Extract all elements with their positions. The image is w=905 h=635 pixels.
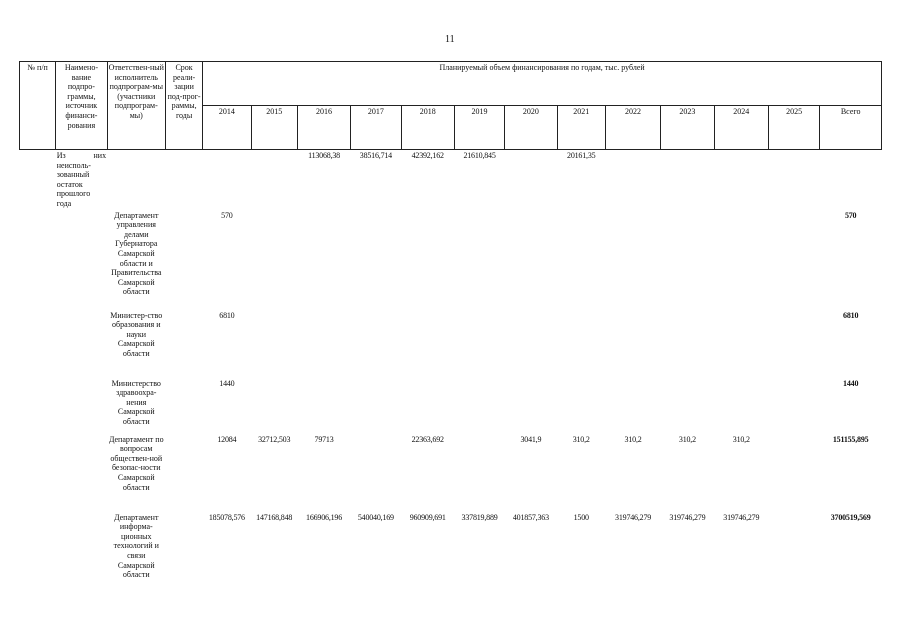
cell-term <box>165 150 202 210</box>
cell-value <box>661 310 714 378</box>
cell-value: 38516,714 <box>359 151 392 160</box>
header-year: 2021 <box>557 106 605 150</box>
cell-responsible: Департамент информа-ционных технологий и связи Самарской области <box>113 512 159 580</box>
header-year: 2023 <box>661 106 714 150</box>
cell-value: 3041,9 <box>520 434 542 444</box>
cell-name <box>56 210 107 310</box>
cell-term <box>165 512 202 588</box>
cell-total: 151155,895 <box>832 434 869 444</box>
cell-value <box>297 310 350 378</box>
header-year: 2014 <box>203 106 251 150</box>
cell-value <box>714 210 768 310</box>
cell-value <box>251 150 297 210</box>
cell-value: 32712,503 <box>258 434 291 444</box>
cell-num <box>20 378 56 434</box>
cell-value: 22363,692 <box>411 434 444 444</box>
cell-value <box>768 310 819 378</box>
cell-value <box>454 434 504 512</box>
header-total: Всего <box>820 106 882 150</box>
cell-value: 12084 <box>217 434 237 444</box>
cell-value <box>661 150 714 210</box>
cell-value: 20161,35 <box>567 151 596 160</box>
cell-name: Из них неисполь-зованный остаток прошлого года <box>56 151 107 208</box>
cell-total: 3700519,569 <box>830 512 871 522</box>
page-number: 11 <box>445 34 455 45</box>
cell-value: 113068,38 <box>308 151 340 160</box>
header-responsible: Ответствен-ный исполнитель подпрограм-мы (участники подпрограм-мы) <box>107 62 165 150</box>
cell-value <box>714 150 768 210</box>
header-year: 2025 <box>768 106 819 150</box>
cell-responsible: Министерство здравоохра-нения Самарской области <box>111 378 161 426</box>
cell-value <box>557 378 605 434</box>
cell-value: 6810 <box>219 310 235 320</box>
cell-value <box>605 150 660 210</box>
cell-value <box>768 150 819 210</box>
header-year: 2022 <box>605 106 660 150</box>
cell-value <box>297 378 350 434</box>
cell-responsible: Министер-ство образования и науки Самарской области <box>110 310 163 358</box>
table-row <box>20 150 882 210</box>
header-year: 2017 <box>351 106 401 150</box>
table-row <box>20 378 882 434</box>
header-year: 2016 <box>297 106 350 150</box>
table-row <box>20 512 882 588</box>
cell-value: 319746,279 <box>669 512 706 522</box>
cell-value <box>454 210 504 310</box>
cell-value <box>401 310 454 378</box>
cell-value: 79713 <box>314 434 334 444</box>
cell-value <box>351 310 401 378</box>
table-row <box>20 310 882 378</box>
cell-value: 1500 <box>573 512 589 522</box>
cell-term <box>165 310 202 378</box>
cell-num <box>20 310 56 378</box>
cell-value: 319746,279 <box>615 512 652 522</box>
cell-value <box>351 378 401 434</box>
cell-value <box>505 378 557 434</box>
cell-term <box>165 434 202 512</box>
cell-value <box>605 378 660 434</box>
cell-value: 147168,848 <box>256 512 293 522</box>
cell-value <box>251 378 297 434</box>
cell-value <box>351 434 401 512</box>
cell-name <box>56 310 107 378</box>
cell-value <box>714 378 768 434</box>
cell-value: 401857,363 <box>512 512 549 522</box>
cell-term <box>165 378 202 434</box>
cell-value <box>454 378 504 434</box>
cell-total: 570 <box>844 210 857 220</box>
cell-value <box>505 310 557 378</box>
cell-value <box>401 210 454 310</box>
cell-total: 1440 <box>843 378 859 388</box>
cell-total: 6810 <box>843 310 859 320</box>
cell-value: 337819,889 <box>461 512 498 522</box>
cell-value <box>661 210 714 310</box>
cell-value: 540040,169 <box>357 512 394 522</box>
cell-value: 42392,162 <box>411 151 444 160</box>
cell-name <box>56 434 107 512</box>
cell-value <box>714 310 768 378</box>
financing-table <box>19 61 882 588</box>
cell-value <box>557 310 605 378</box>
cell-value: 960909,691 <box>409 512 446 522</box>
table-row <box>20 210 882 310</box>
cell-value: 310,2 <box>678 434 696 444</box>
cell-value: 166906,196 <box>306 512 343 522</box>
cell-num <box>20 210 56 310</box>
cell-responsible: Департамент по вопросам обществен-ной безопас-ности Самарской области <box>108 434 164 492</box>
cell-value <box>557 210 605 310</box>
cell-value <box>251 210 297 310</box>
cell-num <box>20 512 56 588</box>
header-year: 2018 <box>401 106 454 150</box>
cell-name <box>56 512 107 588</box>
cell-value <box>351 210 401 310</box>
cell-value <box>297 210 350 310</box>
cell-value: 319746,279 <box>723 512 760 522</box>
cell-value <box>768 512 819 588</box>
header-year: 2024 <box>714 106 768 150</box>
cell-value: 185078,576 <box>208 512 245 522</box>
header-year: 2019 <box>454 106 504 150</box>
header-name: Наимено-вание подпро-граммы, источник финанси-рования <box>56 62 107 150</box>
header-year: 2020 <box>505 106 557 150</box>
cell-value <box>768 434 819 512</box>
cell-value <box>251 310 297 378</box>
table-row <box>20 434 882 512</box>
cell-value: 570 <box>221 210 233 220</box>
cell-value: 310,2 <box>624 434 642 444</box>
cell-total <box>820 150 882 210</box>
cell-value <box>203 150 251 210</box>
cell-value <box>605 310 660 378</box>
cell-responsible: Департамент управления делами Губернатора Самарской области и Правительства Самарской области <box>111 210 162 297</box>
cell-value: 21610,845 <box>463 151 496 160</box>
cell-name <box>56 378 107 434</box>
cell-value <box>454 310 504 378</box>
cell-value <box>505 210 557 310</box>
header-year: 2015 <box>251 106 297 150</box>
cell-value <box>401 378 454 434</box>
cell-responsible <box>107 150 165 210</box>
cell-value <box>605 210 660 310</box>
cell-value: 1440 <box>219 378 235 388</box>
cell-num <box>20 434 56 512</box>
cell-value <box>505 150 557 210</box>
cell-value <box>661 378 714 434</box>
header-num: № п/п <box>20 62 56 150</box>
cell-num <box>20 150 56 210</box>
cell-value: 310,2 <box>572 434 590 444</box>
cell-value: 310,2 <box>732 434 750 444</box>
cell-value <box>768 210 819 310</box>
header-funding-title: Планируемый объем финансирования по годам, тыс. рублей <box>203 62 882 106</box>
cell-value <box>768 378 819 434</box>
header-term: Срок реали-зации под-прог-раммы, годы <box>165 62 202 150</box>
cell-term <box>165 210 202 310</box>
